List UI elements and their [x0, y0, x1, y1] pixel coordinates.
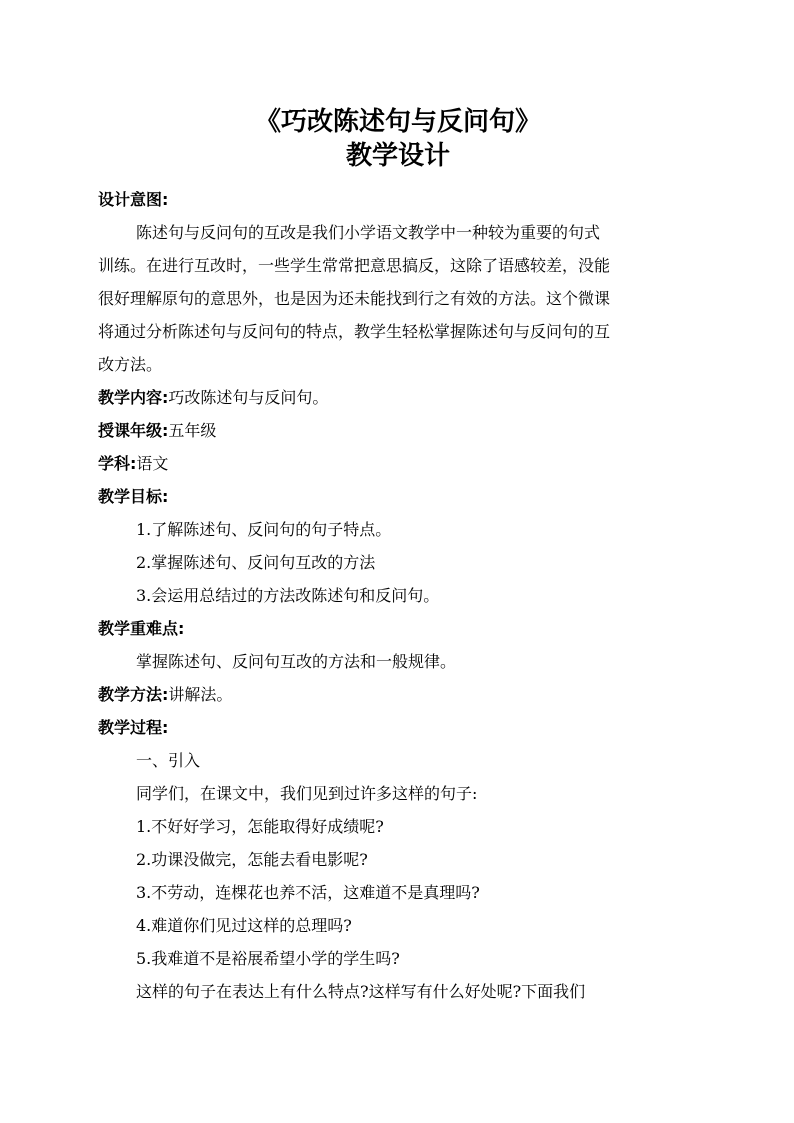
- content-row: [98, 381, 698, 414]
- document-page: [98, 105, 698, 1008]
- closing-text: 这样的句子在表达上有什么特点?这样写有什么好处呢?下面我们: [136, 982, 586, 1001]
- example-sentence-1: 1.不好好学习，怎能取得好成绩呢?: [136, 817, 384, 836]
- grade-label: 授课年级:: [98, 421, 169, 440]
- example-sentence-3: 3.不劳动，连棵花也养不活，这难道不是真理吗?: [136, 883, 480, 902]
- intent-heading: [98, 183, 698, 216]
- goal-item-2: 2.掌握陈述句、反问句互改的方法: [136, 553, 376, 572]
- subject-row: [98, 447, 698, 480]
- method-label: 教学方法:: [98, 685, 169, 704]
- goal-item-3: 3.会运用总结过的方法改陈述句和反问句。: [136, 586, 440, 605]
- document-subtitle: 教学设计: [345, 141, 450, 171]
- goal-item-1: 1.了解陈述句、反问句的句子特点。: [136, 520, 392, 539]
- intro-text: 同学们，在课文中，我们见到过许多这样的句子:: [136, 784, 478, 803]
- intent-line-4: 将通过分析陈述句与反问句的特点，教学生轻松掌握陈述句与反问句的互: [98, 322, 611, 341]
- subject-label: 学科:: [98, 454, 137, 473]
- method-value: 讲解法。: [168, 685, 233, 704]
- intent-line-1: 陈述句与反问句的互改是我们小学语文教学中一种较为重要的句式: [136, 223, 601, 242]
- intent-line-5: 改方法。: [98, 355, 163, 374]
- key-points-heading: [98, 612, 698, 645]
- grade-value: 五年级: [168, 421, 217, 440]
- intent-label: 设计意图:: [98, 190, 169, 209]
- goals-heading: [98, 480, 698, 513]
- example-sentence-5: 5.我难道不是裕展希望小学的学生吗?: [136, 949, 400, 968]
- intent-line-3: 很好理解原句的意思外，也是因为还未能找到行之有效的方法。这个微课: [98, 289, 611, 308]
- example-sentence-4: 4.难道你们见过这样的总理吗?: [136, 916, 352, 935]
- process-label: 教学过程:: [98, 718, 169, 737]
- title-block: [98, 105, 698, 173]
- section-heading-intro: 一、引入: [136, 751, 201, 770]
- subject-value: 语文: [136, 454, 169, 473]
- process-heading: [98, 711, 698, 744]
- key-points-value: 掌握陈述句、反问句互改的方法和一般规律。: [136, 652, 457, 671]
- intent-line-2: 训练。在进行互改时，一些学生常常把意思搞反，这除了语感较差，没能: [98, 256, 611, 275]
- content-value: 巧改陈述句与反问句。: [168, 388, 329, 407]
- grade-row: [98, 414, 698, 447]
- goals-label: 教学目标:: [98, 487, 169, 506]
- example-sentence-2: 2.功课没做完，怎能去看电影呢?: [136, 850, 368, 869]
- document-title: 《巧改陈述句与反问句》: [254, 107, 541, 137]
- content-label: 教学内容:: [98, 388, 169, 407]
- key-points-label: 教学重难点:: [98, 619, 185, 638]
- method-row: [98, 678, 698, 711]
